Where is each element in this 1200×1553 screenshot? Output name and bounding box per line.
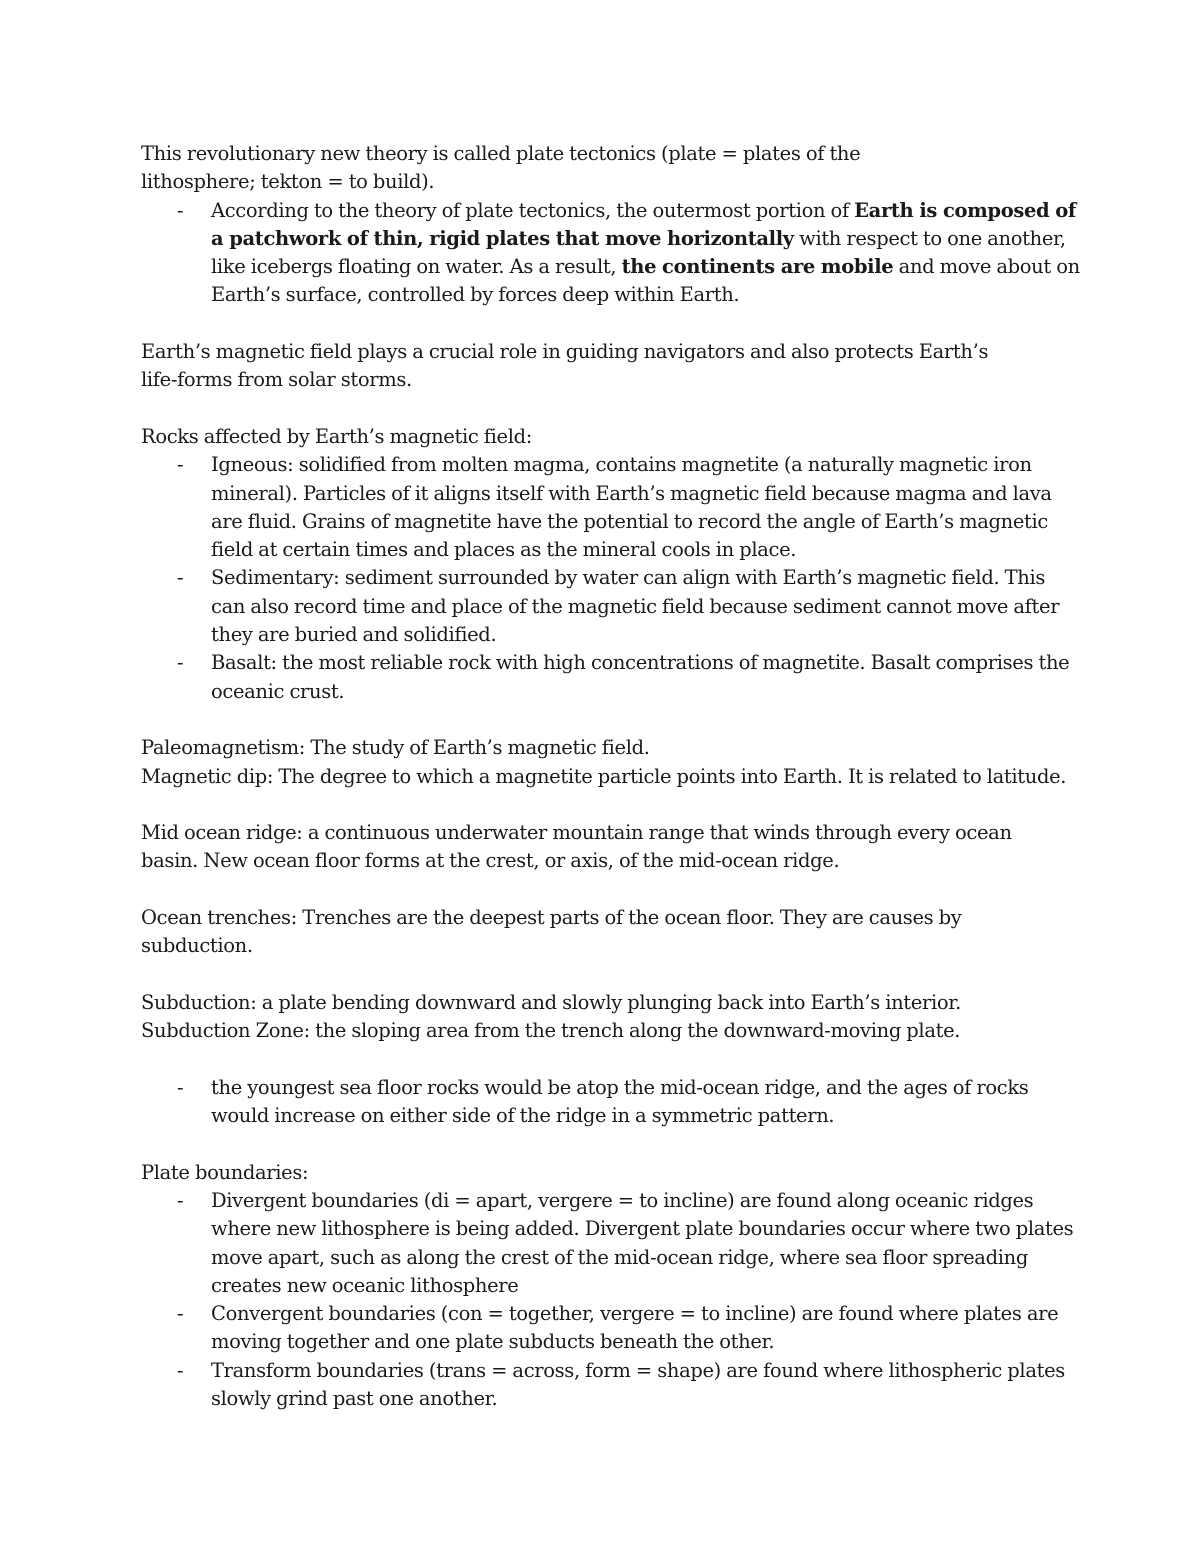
magnetic-field-paragraph (141, 338, 1081, 395)
list-item: - Sedimentary: sediment surrounded by water can align with Earth’s magnetic field. This can also record time and place of the magnetic field because sediment cannot move after they are buried and solidified. (141, 564, 1081, 649)
subduction-definition: Subduction: a plate bending downward and slowly plunging back into Earth’s interior. (141, 990, 961, 1014)
bullet-text: According to the theory of plate tectonics, the outermost portion of (211, 198, 855, 222)
document-page (141, 140, 1081, 1413)
intro-paragraph (141, 140, 1081, 197)
magnetic-field-line-2: life-forms from solar storms. (141, 368, 412, 392)
spacer (141, 791, 1081, 819)
rocks-list (141, 451, 1081, 706)
spacer (141, 961, 1081, 989)
spacer (141, 310, 1081, 338)
subduction-zone-definition: Subduction Zone: the sloping area from the trench along the downward-moving plate. (141, 1019, 961, 1043)
paleomagnetism-definition: Paleomagnetism: The study of Earth’s magnetic field. (141, 736, 650, 760)
bullet-text: and move about on Earth’s surface, controlled by forces deep within Earth. (211, 255, 1080, 307)
list-item: - the youngest sea floor rocks would be atop the mid-ocean ridge, and the ages of rocks would increase on either side of the ridge in a symmetric pattern. (141, 1074, 1081, 1131)
list-item: - Divergent boundaries (di = apart, vergere = to incline) are found along oceanic ridges where new lithosphere is being added. Divergent plate boundaries occur where two plates move apart, such as along the crest of the mid-ocean ridge, where sea floor spreading creates new oceanic lithosphere (141, 1187, 1081, 1300)
spacer (141, 395, 1081, 423)
bullet-text: with respect to one another, like icebergs floating on water. As a result, (211, 226, 1066, 279)
magnetic-dip-definition: Magnetic dip: The degree to which a magnetite particle points into Earth. It is related to latitude. (141, 764, 1067, 788)
mid-ocean-ridge-line-1: Mid ocean ridge: a continuous underwater mountain range that winds through every ocean (141, 821, 1012, 845)
spacer (141, 706, 1081, 734)
spacer (141, 876, 1081, 904)
spacer (141, 1130, 1081, 1158)
mid-ocean-ridge-paragraph (141, 819, 1081, 876)
ocean-trenches-line-1: Ocean trenches: Trenches are the deepest parts of the ocean floor. They are causes by (141, 906, 962, 930)
list-item: - Convergent boundaries (con = together, vergere = to incline) are found where plates are moving together and one plate subducts beneath the other. (141, 1300, 1081, 1357)
list-item: - Basalt: the most reliable rock with high concentrations of magnetite. Basalt comprises the oceanic crust. (141, 649, 1081, 706)
bold-text: Earth is composed of a patchwork of thin, rigid plates that move horizontally (211, 198, 1076, 250)
intro-line-2: lithosphere; tekton = to build). (141, 170, 435, 194)
list-item: - Transform boundaries (trans = across, form = shape) are found where lithospheric plates slowly grind past one another. (141, 1357, 1081, 1414)
bold-text: the continents are mobile (621, 255, 894, 279)
plate-boundaries-list (141, 1187, 1081, 1413)
intro-line-1: This revolutionary new theory is called plate tectonics (plate = plates of the (141, 142, 861, 165)
plate-boundaries-heading: Plate boundaries: (141, 1160, 309, 1184)
intro-bullet-list (141, 197, 1081, 310)
ocean-trenches-line-2: subduction. (141, 934, 253, 958)
rocks-heading: Rocks affected by Earth’s magnetic field: (141, 424, 532, 448)
list-item: - Igneous: solidified from molten magma, contains magnetite (a naturally magnetic iron mineral). Particles of it aligns itself with Earth’s magnetic field because magma and lava are fluid. Grains of magnetite have the potential to record the angle of Earth’s magnetic field at certain times and places as the mineral cools in place. (141, 451, 1081, 564)
ocean-trenches-paragraph (141, 904, 1081, 961)
magnetic-field-line-1: Earth’s magnetic field plays a crucial role in guiding navigators and also protects Earth’s (141, 340, 989, 364)
mid-ocean-ridge-line-2: basin. New ocean floor forms at the crest, or axis, of the mid-ocean ridge. (141, 849, 840, 873)
youngest-rocks-list (141, 1074, 1081, 1131)
spacer (141, 1046, 1081, 1074)
list-item (141, 197, 1081, 310)
